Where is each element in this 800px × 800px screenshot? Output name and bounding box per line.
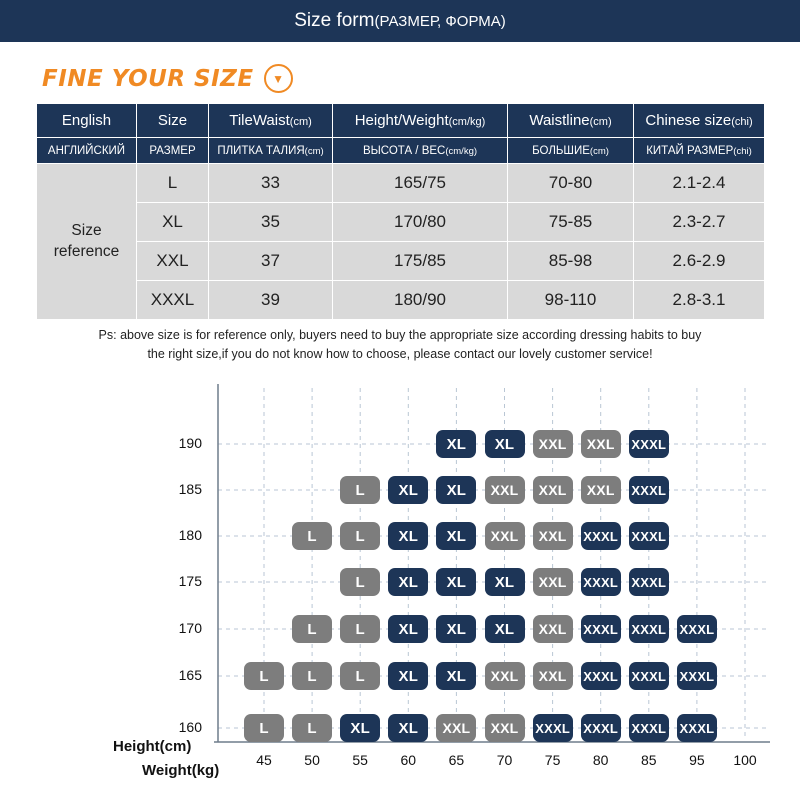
size-cell-xl: XL <box>436 615 476 643</box>
cell-chinese-size: 2.6-2.9 <box>634 242 765 281</box>
col-header-english: English <box>37 104 137 138</box>
size-cell-xxxl: XXXL <box>677 714 717 742</box>
table-header-row-en <box>37 104 765 138</box>
col-header-waistline: Waistline(cm) <box>508 104 634 138</box>
chart-xtick-label: 60 <box>400 752 417 768</box>
size-heatmap-chart <box>0 370 800 800</box>
cell-size: XXXL <box>137 281 209 320</box>
size-cell-xl: XL <box>485 568 525 596</box>
size-cell-l: L <box>340 662 380 690</box>
size-cell-xxxl: XXXL <box>629 430 669 458</box>
cell-chinese-size: 2.3-2.7 <box>634 203 765 242</box>
size-cell-xxl: XXL <box>485 662 525 690</box>
chart-ytick-label: 165 <box>178 667 202 683</box>
size-reference-table <box>36 103 765 320</box>
chart-xtick-label: 45 <box>256 752 272 768</box>
col-header-tilewaist-ru: ПЛИТКА ТАЛИЯ(cm) <box>209 138 333 164</box>
chart-xtick-label: 100 <box>733 752 757 768</box>
table-row <box>37 281 765 320</box>
size-cell-xxxl: XXXL <box>629 662 669 690</box>
size-cell-xxxl: XXXL <box>533 714 573 742</box>
chart-ytick-label: 180 <box>178 527 202 543</box>
size-cell-xl: XL <box>485 430 525 458</box>
col-header-height-weight: Height/Weight(cm/kg) <box>333 104 508 138</box>
ps-note-line2: the right size,if you do not know how to choose, please contact our lovely customer service! <box>147 346 653 361</box>
size-cell-xxl: XXL <box>436 714 476 742</box>
size-cell-xxxl: XXXL <box>677 662 717 690</box>
cell-size: XXL <box>137 242 209 281</box>
size-cell-xxxl: XXXL <box>629 476 669 504</box>
col-header-size: Size <box>137 104 209 138</box>
chart-xtick-label: 85 <box>641 752 657 768</box>
size-cell-xl: XL <box>388 568 428 596</box>
cell-size: XL <box>137 203 209 242</box>
cell-tilewaist: 37 <box>209 242 333 281</box>
chart-xtick-label: 75 <box>544 752 561 768</box>
cell-size: L <box>137 164 209 203</box>
size-cell-l: L <box>340 476 380 504</box>
size-cell-xxl: XXL <box>581 476 621 504</box>
chart-xlabel: Weight(kg) <box>142 762 220 779</box>
size-cell-xxxl: XXXL <box>629 568 669 596</box>
ps-note <box>36 326 764 364</box>
size-cell-l: L <box>340 615 380 643</box>
size-cell-xl: XL <box>340 714 380 742</box>
size-cell-l: L <box>340 522 380 550</box>
size-cell-xl: XL <box>388 476 428 504</box>
size-cell-xxxl: XXXL <box>629 714 669 742</box>
size-cell-xxl: XXL <box>533 662 573 690</box>
size-cell-xl: XL <box>436 430 476 458</box>
cell-tilewaist: 33 <box>209 164 333 203</box>
size-cell-l: L <box>292 615 332 643</box>
cell-height-weight: 175/85 <box>333 242 508 281</box>
chart-ytick-label: 185 <box>178 481 202 497</box>
size-cell-xxl: XXL <box>485 714 525 742</box>
size-cell-l: L <box>292 714 332 742</box>
size-cell-xxl: XXL <box>485 522 525 550</box>
cell-height-weight: 170/80 <box>333 203 508 242</box>
size-cell-xxxl: XXXL <box>677 615 717 643</box>
chart-ytick-label: 175 <box>178 573 202 589</box>
size-cell-l: L <box>340 568 380 596</box>
ps-note-line1: Ps: above size is for reference only, buyers need to buy the appropriate size according dressing habits to buy <box>98 328 702 342</box>
size-cell-xxxl: XXXL <box>581 714 621 742</box>
size-cell-l: L <box>292 662 332 690</box>
chart-xtick-label: 50 <box>304 752 320 768</box>
cell-height-weight: 165/75 <box>333 164 508 203</box>
size-cell-xl: XL <box>436 662 476 690</box>
cell-tilewaist: 39 <box>209 281 333 320</box>
table-row <box>37 203 765 242</box>
size-cell-xl: XL <box>436 522 476 550</box>
col-header-height-weight-ru: ВЫСОТА / ВЕС(cm/kg) <box>333 138 508 164</box>
size-cell-xxxl: XXXL <box>581 662 621 690</box>
col-header-size-ru: РАЗМЕР <box>137 138 209 164</box>
chart-ytick-label: 190 <box>178 435 202 451</box>
chart-xtick-label: 55 <box>352 752 368 768</box>
size-cell-xl: XL <box>436 568 476 596</box>
chart-xtick-label: 80 <box>592 752 609 768</box>
chart-ylabel: Height(cm) <box>113 738 192 755</box>
chart-xtick-label: 95 <box>689 752 705 768</box>
size-cell-xxl: XXL <box>533 476 573 504</box>
cell-chinese-size: 2.8-3.1 <box>634 281 765 320</box>
cell-tilewaist: 35 <box>209 203 333 242</box>
size-cell-xxl: XXL <box>581 430 621 458</box>
cell-waistline: 75-85 <box>508 203 634 242</box>
cell-waistline: 98-110 <box>508 281 634 320</box>
col-header-tilewaist: TileWaist(cm) <box>209 104 333 138</box>
fine-your-size-heading <box>42 64 293 93</box>
banner-title-ru: (РАЗМЕР, ФОРМА) <box>374 12 506 30</box>
size-cell-xxxl: XXXL <box>581 615 621 643</box>
cell-chinese-size: 2.1-2.4 <box>634 164 765 203</box>
size-cell-l: L <box>244 662 284 690</box>
col-header-english-ru: АНГЛИЙСКИЙ <box>37 138 137 164</box>
cell-waistline: 70-80 <box>508 164 634 203</box>
size-cell-xl: XL <box>388 714 428 742</box>
col-header-waistline-ru: БОЛЬШИЕ(cm) <box>508 138 634 164</box>
table-row <box>37 164 765 203</box>
chart-xtick-label: 65 <box>448 752 465 768</box>
size-cell-xxl: XXL <box>533 522 573 550</box>
cell-height-weight: 180/90 <box>333 281 508 320</box>
chart-xtick-label: 70 <box>496 752 513 768</box>
size-cell-xl: XL <box>388 522 428 550</box>
size-cell-l: L <box>292 522 332 550</box>
page-banner <box>0 0 800 42</box>
table-row <box>37 242 765 281</box>
table-header-row-ru <box>37 138 765 164</box>
size-cell-xl: XL <box>388 662 428 690</box>
size-cell-xxl: XXL <box>533 430 573 458</box>
size-cell-l: L <box>244 714 284 742</box>
fine-your-size-label: FINE YOUR SIZE <box>42 65 254 92</box>
size-cell-xl: XL <box>485 615 525 643</box>
size-cell-xxl: XXL <box>485 476 525 504</box>
size-cell-xxxl: XXXL <box>581 522 621 550</box>
size-cell-xxl: XXL <box>533 615 573 643</box>
size-cell-xxl: XXL <box>533 568 573 596</box>
banner-title-en: Size form <box>294 10 375 31</box>
size-cell-xxxl: XXXL <box>629 615 669 643</box>
row-label-size-reference: Size reference <box>37 164 137 320</box>
size-cell-xl: XL <box>436 476 476 504</box>
chevron-down-circle-icon: ▼ <box>264 64 293 93</box>
size-cell-xxxl: XXXL <box>629 522 669 550</box>
col-header-chinese-size-ru: КИТАЙ РАЗМЕР(chi) <box>634 138 765 164</box>
size-cell-xl: XL <box>388 615 428 643</box>
chart-ytick-label: 170 <box>178 620 202 636</box>
cell-waistline: 85-98 <box>508 242 634 281</box>
chart-ytick-label: 160 <box>178 719 202 735</box>
size-cell-xxxl: XXXL <box>581 568 621 596</box>
col-header-chinese-size: Chinese size(chi) <box>634 104 765 138</box>
